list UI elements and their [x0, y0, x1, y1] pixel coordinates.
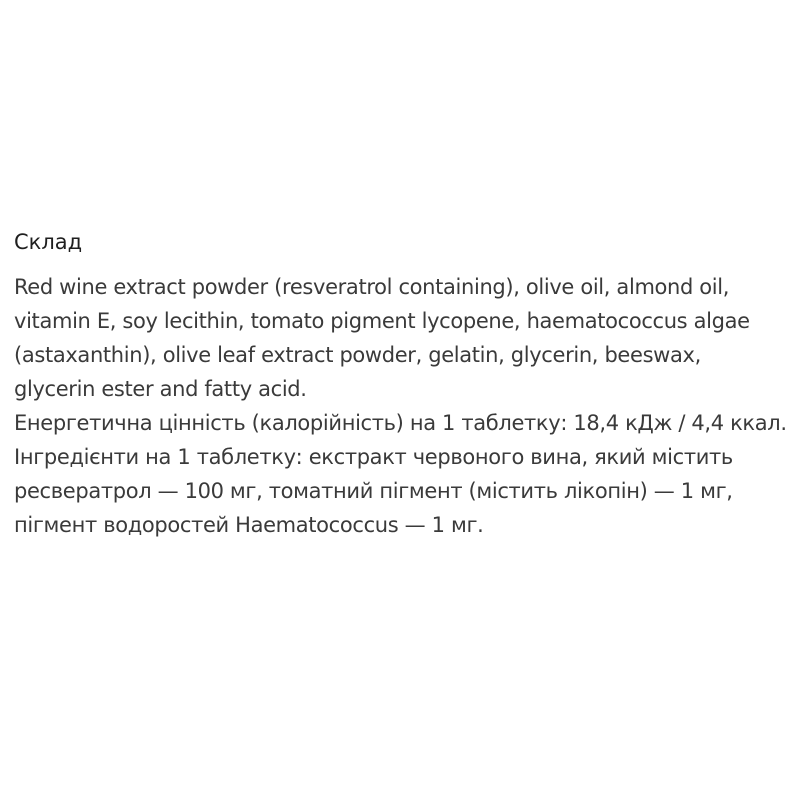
energy-value: Енергетична цінність (калорійність) на 1 таблетку: 18,4 кДж / 4,4 ккал.	[14, 411, 787, 435]
composition-section	[14, 226, 788, 542]
ingredients-per-tablet: Інгредієнти на 1 таблетку: екстракт червоного вина, який містить ресвератрол — 100 мг, томатний пігмент (містить лікопін) — 1 мг, пігмент водоростей Haematococcus — 1 мг.	[14, 445, 733, 537]
section-heading: Склад	[14, 230, 83, 254]
ingredients-english: Red wine extract powder (resveratrol containing), olive oil, almond oil, vitamin E, soy lecithin, tomato pigment lycopene, haematococcus algae (astaxanthin), olive leaf extract powder, gelatin, glycerin, beeswax, glycerin ester and fatty acid.	[14, 275, 750, 401]
